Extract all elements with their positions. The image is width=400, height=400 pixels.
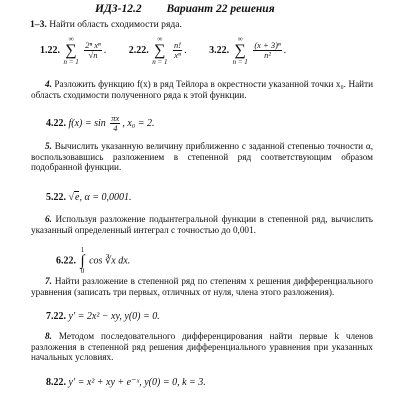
sum-symbol: ∞ ∑ n = 1 [63, 35, 79, 66]
square-root: √e [68, 192, 80, 203]
task5-text: Вычислить указанную величину приближенно с заданной степенью точности α, воспользовавшись разложением в степенной ряд соответствующим образом подобранной функции. [31, 141, 373, 173]
task1-text: Найти область сходимости ряда. [49, 19, 182, 30]
task4-statement [31, 79, 373, 100]
fraction-numerator: n! [173, 40, 182, 50]
sum-lower: n = 1 [152, 58, 168, 66]
task5-formula-post: , α = 0,0001. [79, 192, 132, 203]
sum-lower: n = 1 [232, 58, 248, 66]
integral-upper: 1 [80, 246, 85, 254]
fraction-numerator: 2ⁿ xⁿ [85, 40, 101, 50]
task6-formula: cos ∛x dx. [89, 255, 131, 267]
task7-text: Найти разложение в степенной ряд по степеням x решения дифференциального уравнения (записать три первых, отличных от нуля, члена этого разложения). [31, 276, 374, 297]
fraction-denominator: √n [88, 50, 98, 60]
task5-number: 5. [45, 141, 52, 151]
formula-end: . [184, 44, 187, 56]
task6-text: Используя разложение подынтегральной функции в степенной ряд, вычислить указанный определенный интеграл с точностью до 0,001. [31, 214, 373, 235]
sum-upper: ∞ [157, 35, 163, 43]
formula-end: . [283, 44, 287, 56]
task6-formula-row [56, 247, 130, 275]
task7-formula-row [46, 311, 160, 322]
task8-statement [31, 331, 373, 363]
task8-number: 8. [45, 331, 52, 341]
integral-symbol: 1 ∫ 0 [80, 246, 85, 275]
task5-formula-row [46, 192, 131, 203]
fraction-numerator: πx [111, 113, 120, 123]
item-6-22-label: 6.22. [56, 255, 76, 267]
fraction [253, 41, 281, 60]
header-code: ИДЗ-12.2 [95, 3, 142, 15]
fraction-numerator: (x + 3)ⁿ [254, 40, 281, 50]
integral-lower: 0 [80, 267, 85, 275]
sum-lower: n = 1 [63, 58, 79, 66]
task4-text: Разложить функцию f(x) в ряд Тейлора в окрестности указанной точки x₀. Найти область сходимости полученного ряда к этой функции. [31, 79, 374, 100]
item-8-22-label: 8.22. [46, 377, 66, 388]
item-2-22-label: 2.22. [128, 44, 149, 56]
task6-statement [31, 214, 373, 235]
item-3-22-label: 3.22. [209, 44, 230, 56]
item-5-22-label: 5.22. [46, 192, 66, 203]
task4-formula-row [46, 114, 155, 133]
task4-formula-post: , x₀ = 2. [122, 117, 155, 129]
sum-upper: ∞ [237, 35, 243, 43]
task8-formula: y′ = x² + xy + e⁻ˣ, y(0) = 0, k = 3. [68, 377, 206, 388]
item-7-22-label: 7.22. [46, 311, 66, 322]
task7-number: 7. [45, 276, 52, 286]
fraction [84, 41, 102, 60]
task6-number: 6. [45, 214, 52, 224]
root-argument: e [75, 192, 80, 203]
item-4-22-label: 4.22. [46, 117, 66, 129]
task7-statement [31, 276, 373, 297]
sum-upper: ∞ [68, 35, 74, 43]
fraction-denominator: xⁿ [174, 50, 181, 60]
header-variant: Вариант 22 решения [166, 3, 275, 15]
sum-symbol: ∞ ∑ n = 1 [232, 35, 248, 66]
fraction [110, 114, 120, 133]
task8-text: Методом последовательного дифференцирования найти первые k членов разложения в степенной ряд решения дифференциального уравнения при указанных начальных условиях. [31, 331, 373, 363]
formula-end: . [103, 44, 107, 56]
fraction-denominator: 4 [113, 123, 118, 133]
task8-formula-row [46, 377, 206, 388]
page-header [95, 3, 275, 15]
item-1-22-label: 1.22. [40, 44, 60, 56]
task1-formulas [40, 35, 286, 66]
task7-formula: y′ = 2x² − xy, y(0) = 0. [68, 311, 160, 322]
fraction [173, 41, 182, 60]
task4-formula-pre: f(x) = sin [68, 117, 106, 129]
task1-statement [30, 20, 370, 31]
sum-symbol: ∞ ∑ n = 1 [152, 35, 168, 66]
task5-statement [31, 141, 373, 173]
fraction-denominator: n² [264, 50, 271, 60]
task1-number: 1–3. [30, 19, 47, 30]
task4-number: 4. [45, 79, 52, 89]
